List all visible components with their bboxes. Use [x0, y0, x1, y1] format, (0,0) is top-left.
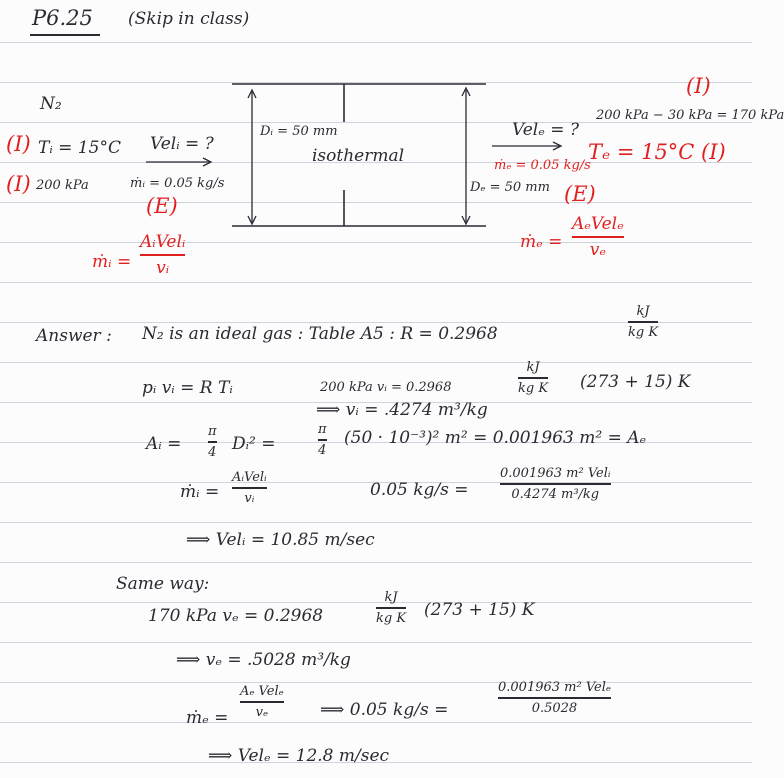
inlet-pressure: 200 kPa: [36, 178, 89, 193]
ruled-line: [0, 562, 752, 563]
unit-numerator: kJ: [384, 590, 398, 605]
outlet-diameter: Dₑ = 50 mm: [470, 180, 550, 195]
area-lhs: Aᵢ =: [146, 434, 182, 454]
inlet-temperature-kelvin: (273 + 15) K: [580, 372, 691, 392]
unit-numerator: kJ: [636, 304, 650, 319]
inlet-mass-flow-formula-lhs: ṁᵢ =: [92, 252, 132, 272]
outlet-mass-flow-formula-lhs: ṁₑ =: [520, 232, 563, 252]
fraction-denominator: 0.4274 m³/kg: [511, 486, 600, 502]
gas-constant-unit: [628, 304, 658, 340]
ruled-line: [0, 522, 752, 523]
ruled-line: [0, 722, 752, 723]
answer-label: Answer :: [36, 326, 112, 346]
fraction-numerator: AᵢVelᵢ: [232, 470, 267, 485]
outlet-pressure-tag: (I): [686, 74, 711, 98]
inlet-mass-flow-tag: (E): [146, 194, 178, 218]
inlet-mass-flow: ṁᵢ = 0.05 kg/s: [130, 176, 225, 191]
four: 4: [318, 442, 327, 458]
outlet-temperature-kelvin: (273 + 15) K: [424, 600, 535, 620]
inlet-diameter: Dᵢ = 50 mm: [260, 124, 338, 139]
unit-denominator: kg K: [518, 380, 549, 396]
ideal-gas-law: pᵢ vᵢ = R Tᵢ: [142, 378, 233, 398]
unit-denominator: kg K: [376, 610, 407, 626]
outlet-mass-flow-tag: (E): [564, 182, 596, 206]
pi-symbol: π: [318, 422, 327, 437]
inlet-pressure-tag: (I): [6, 172, 31, 196]
fraction-numerator: Aₑ Velₑ: [240, 684, 284, 699]
pi-over-four: [318, 422, 327, 458]
unit-denominator: kg K: [628, 324, 659, 340]
inlet-specific-volume: ⟹ vᵢ = .4274 m³/kg: [316, 400, 488, 420]
formula-denominator: vᵢ: [156, 257, 170, 278]
mass-flow-inlet-lhs: ṁᵢ =: [180, 482, 220, 502]
inlet-temp-tag: (I): [6, 132, 31, 156]
same-way-label: Same way:: [116, 574, 210, 594]
ideal-gas-statement: N₂ is an ideal gas : Table A5 : R = 0.2968: [142, 324, 498, 344]
area-result: (50 · 10⁻³)² m² = 0.001963 m² = Aₑ: [344, 428, 647, 448]
inlet-mass-flow-formula: [140, 232, 185, 278]
mass-flow-outlet-substituted: [498, 680, 611, 716]
mass-flow-outlet-value: ⟹ 0.05 kg/s =: [320, 700, 449, 720]
outlet-mass-flow: ṁₑ = 0.05 kg/s: [494, 158, 591, 173]
outlet-ideal-gas-law: 170 kPa vₑ = 0.2968: [148, 606, 324, 626]
fraction-numerator: 0.001963 m² Velᵢ: [500, 466, 611, 481]
ideal-gas-law-substituted: 200 kPa vᵢ = 0.2968: [320, 380, 452, 395]
outlet-temp: Tₑ = 15°C (I): [588, 140, 726, 164]
control-volume-label: isothermal: [312, 146, 405, 166]
formula-numerator: AᵢVelᵢ: [140, 232, 186, 252]
outlet-specific-volume: ⟹ vₑ = .5028 m³/kg: [176, 650, 351, 670]
fraction-numerator: 0.001963 m² Velₑ: [498, 680, 611, 695]
outlet-velocity: Velₑ = ?: [512, 120, 579, 140]
mass-flow-outlet-lhs: ṁₑ =: [186, 708, 229, 728]
ruled-line: [0, 362, 752, 363]
inlet-velocity: Velᵢ = ?: [150, 134, 214, 154]
outlet-velocity-result: ⟹ Velₑ = 12.8 m/sec: [208, 746, 390, 766]
gas-constant-unit: [376, 590, 406, 626]
diameter-squared: Dᵢ² =: [232, 434, 276, 454]
mass-flow-outlet-fraction: [240, 684, 284, 720]
mass-flow-value: 0.05 kg/s =: [370, 480, 469, 500]
mass-flow-inlet-substituted: [500, 466, 611, 502]
ruled-line: [0, 642, 752, 643]
inlet-temp: Tᵢ = 15°C: [38, 138, 121, 158]
pi-symbol: π: [208, 424, 217, 439]
mass-flow-inlet-fraction: [232, 470, 267, 506]
fraction-denominator: vᵢ: [244, 490, 255, 506]
formula-numerator: AₑVelₑ: [572, 214, 624, 234]
unit-numerator: kJ: [526, 360, 540, 375]
problem-title: P6.25: [32, 6, 93, 30]
inlet-velocity-result: ⟹ Velᵢ = 10.85 m/sec: [186, 530, 375, 550]
fraction-denominator: 0.5028: [531, 700, 578, 716]
outlet-mass-flow-formula: [572, 214, 624, 260]
ruled-line: [0, 682, 752, 683]
four: 4: [208, 444, 217, 460]
outlet-pressure: 200 kPa − 30 kPa = 170 kPa: [596, 108, 784, 123]
fraction-denominator: vₑ: [255, 704, 269, 720]
gas-constant-unit: [518, 360, 548, 396]
problem-subtitle: (Skip in class): [128, 9, 250, 29]
gas-label: N₂: [40, 94, 62, 114]
formula-denominator: vₑ: [589, 239, 606, 260]
pi-over-four: [208, 424, 217, 460]
